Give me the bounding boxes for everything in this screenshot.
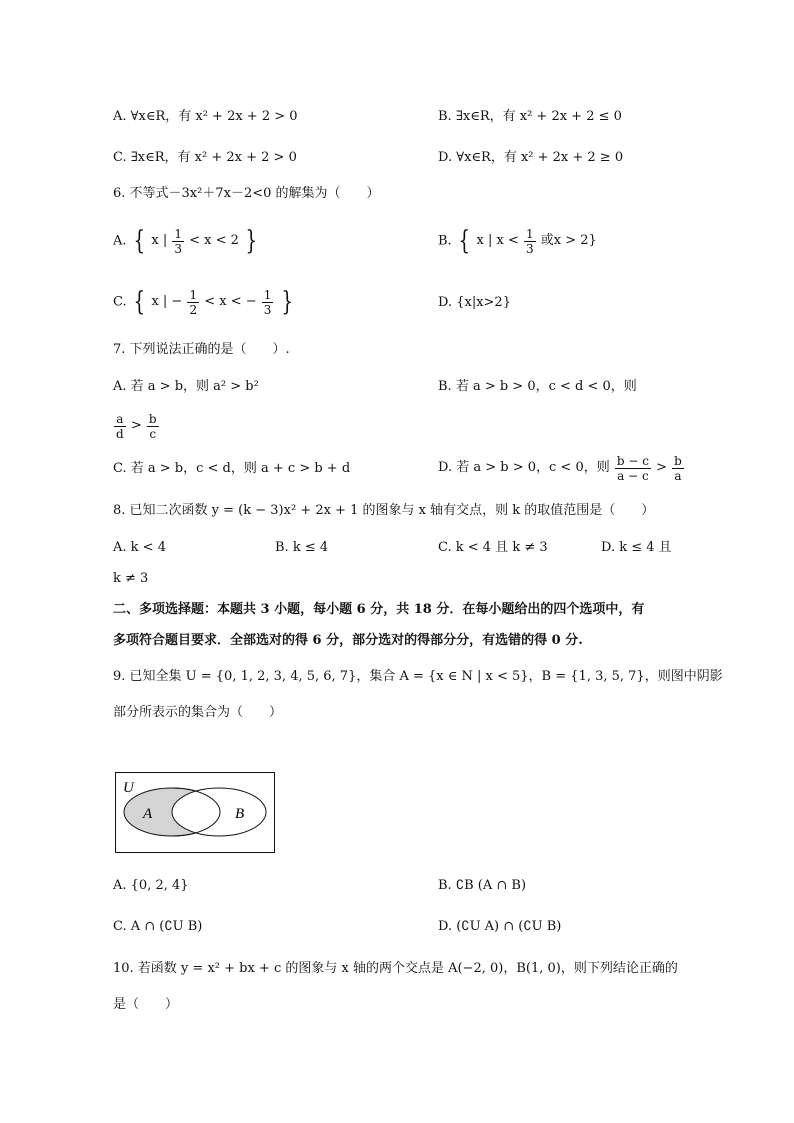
denominator: 3 [174, 241, 182, 256]
fraction [147, 412, 159, 441]
numerator: 1 [174, 226, 182, 241]
q8-stem: 8. 已知二次函数 y = (k − 3)x² + 2x + 1 的图象与 x 轴有交点，则 k 的取值范围是（ ） [113, 503, 655, 518]
q10-stem-line-2: 是（ ） [113, 997, 179, 1012]
greater-than-sign: > [656, 460, 668, 475]
q5-option-d: D. ∀x∈R，有 x² + 2x + 2 ≥ 0 [438, 150, 624, 165]
fraction [615, 454, 651, 483]
fraction [172, 227, 184, 256]
q9-option-d: D. (∁U A) ∩ (∁U B) [438, 919, 562, 934]
q7-option-a: A. 若 a > b，则 a² > b² [113, 379, 259, 394]
fraction [672, 454, 684, 483]
left-brace: { [458, 226, 470, 256]
option-label: A. [113, 233, 127, 249]
greater-than-sign: > [130, 418, 142, 433]
denominator: 3 [526, 241, 534, 256]
q5-option-a: A. ∀x∈R，有 x² + 2x + 2 > 0 [113, 109, 298, 124]
q7-stem: 7. 下列说法正确的是（ ）. [113, 342, 290, 357]
fraction [262, 288, 274, 317]
q9-option-b: B. ∁B (A ∩ B) [438, 878, 527, 893]
q7-option-c: C. 若 a > b，c < d，则 a + c > b + d [113, 461, 351, 476]
q7-option-d [438, 450, 685, 487]
left-brace: { [133, 287, 145, 317]
left-brace: { [133, 226, 145, 256]
numerator: 1 [526, 226, 534, 241]
q9-stem-line-2: 部分所表示的集合为（ ） [113, 705, 283, 720]
q6-option-c [113, 287, 295, 318]
set-a-label: A [143, 806, 153, 822]
q8-option-b: B. k ≤ 4 [275, 540, 329, 555]
option-label: B. [438, 233, 452, 249]
set-b-ellipse [172, 788, 266, 836]
q5-option-b: B. ∃x∈R，有 x² + 2x + 2 ≤ 0 [438, 109, 622, 124]
numerator: 1 [189, 287, 198, 302]
set-builder-suffix: 或x > 2} [540, 233, 597, 248]
numerator: a [114, 412, 126, 427]
q7-option-b-continuation [113, 408, 160, 445]
denominator: a [674, 468, 682, 483]
numerator: b [674, 453, 682, 468]
set-builder-prefix: x | x < [476, 233, 519, 248]
q9-option-c: C. A ∩ (∁U B) [113, 919, 203, 934]
option-text: D. 若 a > b > 0，c < 0，则 [438, 460, 610, 475]
q6-option-a [113, 226, 260, 257]
q9-option-a: A. {0, 2, 4} [113, 878, 189, 893]
set-builder-prefix: x | [151, 233, 168, 248]
q8-option-c: C. k < 4 且 k ≠ 3 [438, 540, 548, 555]
q6-option-d: D. {x|x>2} [438, 295, 511, 310]
option-label: C. [113, 294, 127, 310]
right-brace: } [281, 287, 293, 317]
q6-option-b [438, 226, 597, 257]
set-b-label: B [235, 806, 245, 822]
fraction [187, 288, 199, 317]
universal-set-label: U [123, 780, 134, 796]
q8-option-d-continuation: k ≠ 3 [113, 571, 149, 586]
venn-diagram [115, 772, 277, 854]
q8-option-a: A. k < 4 [113, 540, 166, 555]
section-heading-line-2: 多项符合题目要求．全部选对的得 6 分，部分选对的得部分分，有选错的得 0 分. [113, 633, 583, 648]
numerator: 1 [263, 287, 272, 302]
fraction [114, 412, 126, 441]
denominator: a − c [617, 468, 649, 483]
denominator: 3 [263, 302, 272, 317]
denominator: c [149, 426, 157, 441]
set-builder-prefix: x | − [151, 294, 183, 309]
q7-option-b: B. 若 a > b > 0，c < d < 0，则 [438, 379, 637, 394]
q8-option-d: D. k ≤ 4 且 [601, 540, 672, 555]
section-heading-line-1: 二、多项选择题：本题共 3 小题，每小题 6 分，共 18 分．在每小题给出的四个选项中，有 [113, 602, 645, 617]
numerator: b [148, 411, 157, 426]
numerator: b − c [616, 453, 649, 468]
q6-stem: 6. 不等式－3x²＋7x－2<0 的解集为（ ） [113, 186, 380, 201]
q5-option-c: C. ∃x∈R，有 x² + 2x + 2 > 0 [113, 150, 297, 165]
q9-stem-line-1: 9. 已知全集 U = {0, 1, 2, 3, 4, 5, 6, 7}，集合 A = {x ∈ N | x < 5}，B = {1, 3, 5, 7}，则图中阴影 [113, 669, 723, 684]
denominator: 2 [189, 302, 198, 317]
denominator: d [116, 426, 124, 441]
right-brace: } [245, 226, 258, 256]
set-builder-middle: < x < − [204, 294, 257, 309]
q10-stem-line-1: 10. 若函数 y = x² + bx + c 的图象与 x 轴的两个交点是 A(−2, 0)，B(1, 0)，则下列结论正确的 [113, 961, 678, 976]
fraction [524, 227, 536, 256]
set-builder-suffix: < x < 2 [189, 233, 239, 248]
